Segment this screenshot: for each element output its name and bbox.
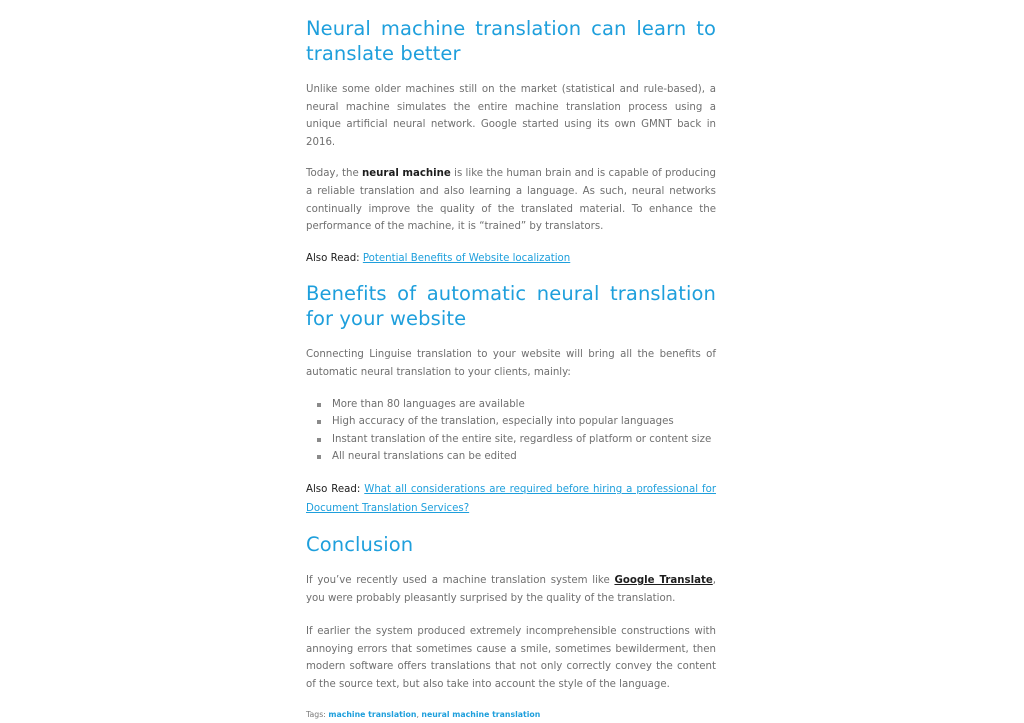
tag-link-neural-machine-translation[interactable]: neural machine translation [421,710,541,720]
list-item [306,413,716,431]
section-heading-neural-machine-translation: Neural machine translation can learn to translate better [306,17,716,65]
list-item-text: All neural translations can be edited [332,451,517,463]
google-translate-link[interactable]: Google Translate [614,574,713,586]
also-read-label: Also Read: [306,483,361,495]
paragraph-text: , you were probably pleasantly surprised by the quality of the translation. [306,574,716,605]
bullet-square-icon [317,438,321,442]
list-item [306,396,716,414]
bullet-square-icon [317,455,321,459]
tags-label: Tags: [306,710,326,720]
list-item [306,448,716,466]
paragraph-benefits-intro: Connecting Linguise translation to your website will bring all the benefits of automatic neural translation to your clients, mainly: [306,349,716,378]
also-read-line-2 [306,480,716,518]
paragraph-text: If you’ve recently used a machine translation system like [306,574,615,586]
article-body [306,16,716,721]
tag-link-machine-translation[interactable]: machine translation [328,710,417,720]
neural-machine-emphasis: neural machine [362,168,451,180]
list-item [306,431,716,449]
tags-separator: , [416,710,419,720]
bullet-square-icon [317,403,321,407]
list-item-text: High accuracy of the translation, especially into popular languages [332,416,674,428]
paragraph-conclusion-2: If earlier the system produced extremely incomprehensible constructions with annoying errors that sometimes cause a smile, sometimes bewilderment, then modern software offers translations that not only correctly convey the content of the source text, but also take into account the style of the language. [306,625,716,690]
section-heading-benefits: Benefits of automatic neural translation for your website [306,282,716,331]
paragraph-neural-machine-today [306,165,716,235]
also-read-link-website-localization[interactable]: Potential Benefits of Website localization [362,252,571,264]
benefits-list [306,396,716,466]
bullet-square-icon [317,420,321,424]
also-read-label: Also Read: [306,252,360,264]
also-read-link-document-translation[interactable]: What all considerations are required before hiring a professional for Document Translation Services? [306,483,717,514]
paragraph-neural-machine-intro: Unlike some older machines still on the market (statistical and rule-based), a neural machine simulates the entire machine translation process using a unique artificial neural network. Google started using its own GMNT back in 2016. [306,84,716,148]
section-heading-conclusion: Conclusion [306,532,414,556]
tags-line [306,709,716,721]
also-read-line-1 [306,250,716,268]
list-item-text: More than 80 languages are available [332,398,525,410]
paragraph-text: is like the human brain and is capable of producing a reliable translation and also learning a language. As such, neural networks continually improve the quality of the translated material. To enhance the performance of the machine, it is “trained” by translators. [306,168,716,233]
paragraph-text: Today, the [306,168,362,180]
paragraph-conclusion-1 [306,572,716,609]
list-item-text: Instant translation of the entire site, regardless of platform or content size [332,433,712,445]
